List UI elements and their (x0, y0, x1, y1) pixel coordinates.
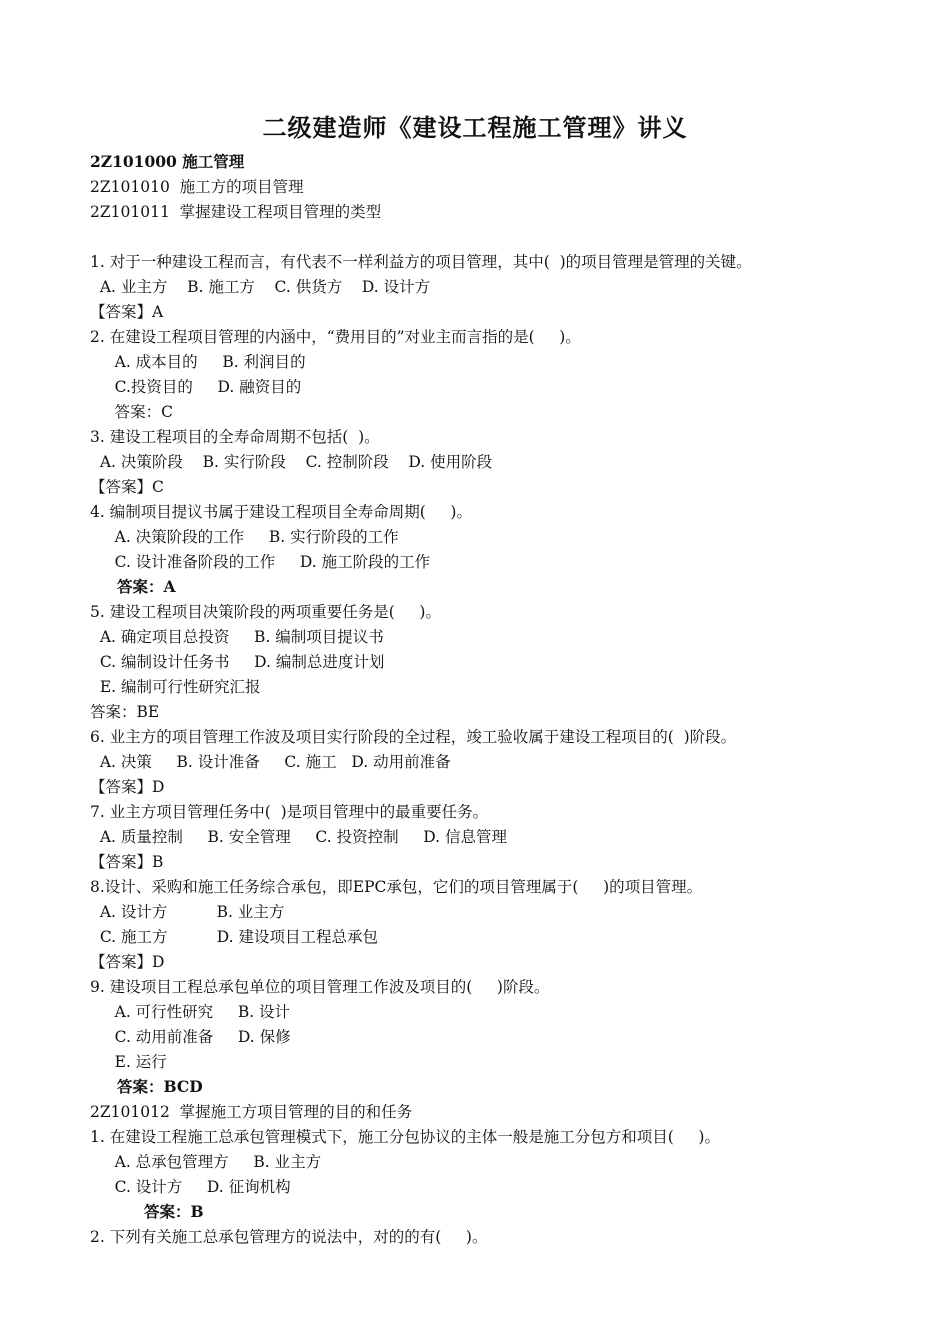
question-3-answer: 【答案】C (90, 478, 164, 496)
question-2-1-options-ab: A. 总承包管理方 B. 业主方 (90, 1153, 322, 1171)
question-7-options: A. 质量控制 B. 安全管理 C. 投资控制 D. 信息管理 (90, 828, 507, 846)
question-5: 5. 建设工程项目决策阶段的两项重要任务是( )。 (90, 603, 441, 621)
question-3: 3. 建设工程项目的全寿命周期不包括( )。 (90, 428, 380, 446)
question-4-options-ab: A. 决策阶段的工作 B. 实行阶段的工作 (90, 528, 399, 546)
question-8-options-cd: C. 施工方 D. 建设项目工程总承包 (90, 928, 379, 946)
question-2-1: 1. 在建设工程施工总承包管理模式下，施工分包协议的主体一般是施工分包方和项目( )。 (90, 1128, 720, 1146)
question-2-options-cd: C.投资目的 D. 融资目的 (90, 378, 302, 396)
question-5-options-ab: A. 确定项目总投资 B. 编制项目提议书 (90, 628, 384, 646)
question-3-options: A. 决策阶段 B. 实行阶段 C. 控制阶段 D. 使用阶段 (90, 453, 493, 471)
question-9-options-cd: C. 动用前准备 D. 保修 (90, 1028, 291, 1046)
question-8-answer: 【答案】D (90, 953, 165, 971)
question-2: 2. 在建设工程项目管理的内涵中，“费用目的”对业主而言指的是( )。 (90, 328, 581, 346)
question-2-1-answer: 答案：B (90, 1202, 204, 1221)
question-9: 9. 建设项目工程总承包单位的项目管理工作波及项目的( )阶段。 (90, 978, 550, 996)
subsection-heading: 2Z101010 施工方的项目管理 (90, 178, 304, 196)
question-2-answer: 答案：C (90, 403, 173, 421)
question-2-1-options-cd: C. 设计方 D. 征询机构 (90, 1178, 291, 1196)
question-9-option-e: E. 运行 (90, 1053, 167, 1071)
question-2-options-ab: A. 成本目的 B. 利润目的 (90, 353, 306, 371)
question-1-answer: 【答案】A (90, 303, 164, 321)
topic-heading: 2Z101011 掌握建设工程项目管理的类型 (90, 203, 382, 221)
question-8: 8.设计、采购和施工任务综合承包，即EPC承包，它们的项目管理属于( )的项目管理。 (90, 878, 703, 896)
question-5-options-cd: C. 编制设计任务书 D. 编制总进度计划 (90, 653, 385, 671)
question-4-answer: 答案：A (90, 577, 176, 596)
question-8-options-ab: A. 设计方 B. 业主方 (90, 903, 285, 921)
question-5-answer: 答案：BE (90, 703, 160, 721)
question-7-answer: 【答案】B (90, 853, 164, 871)
question-6-answer: 【答案】D (90, 778, 165, 796)
question-6: 6. 业主方的项目管理工作波及项目实行阶段的全过程，竣工验收属于建设工程项目的( )阶段。 (90, 728, 737, 746)
question-6-options: A. 决策 B. 设计准备 C. 施工 D. 动用前准备 (90, 753, 451, 771)
question-4: 4. 编制项目提议书属于建设工程项目全寿命周期( )。 (90, 503, 472, 521)
question-2-2: 2. 下列有关施工总承包管理方的说法中，对的的有( )。 (90, 1228, 488, 1246)
question-9-answer: 答案：BCD (90, 1077, 203, 1096)
question-1: 1. 对于一种建设工程而言，有代表不一样利益方的项目管理，其中( )的项目管理是管理的关键。 (90, 253, 752, 271)
question-5-option-e: E. 编制可行性研究汇报 (90, 678, 261, 696)
question-1-options: A. 业主方 B. 施工方 C. 供货方 D. 设计方 (90, 278, 431, 296)
question-9-options-ab: A. 可行性研究 B. 设计 (90, 1003, 291, 1021)
question-4-options-cd: C. 设计准备阶段的工作 D. 施工阶段的工作 (90, 553, 431, 571)
document-title: 二级建造师《建设工程施工管理》讲义 (262, 113, 688, 142)
question-7: 7. 业主方项目管理任务中( )是项目管理中的最重要任务。 (90, 803, 489, 821)
section-heading: 2Z101000 施工管理 (90, 152, 245, 171)
topic-heading-2: 2Z101012 掌握施工方项目管理的目的和任务 (90, 1103, 413, 1121)
